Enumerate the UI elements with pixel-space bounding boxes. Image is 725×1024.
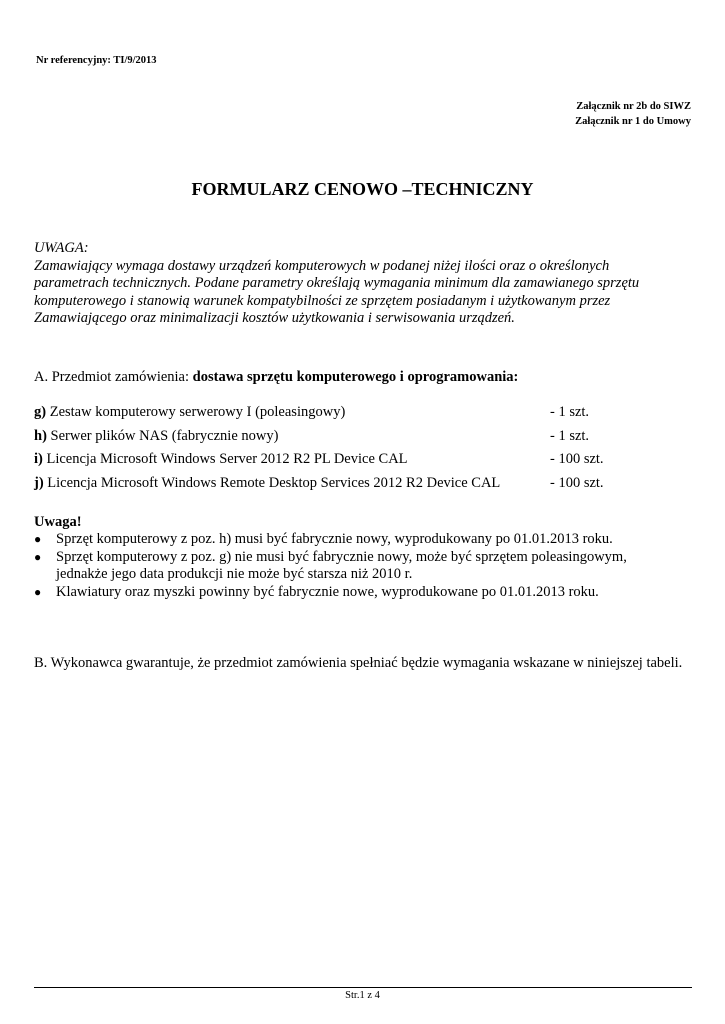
note-line: parametrach technicznych. Podane parametry określają wymagania minimum dla zamawianego sprzętu xyxy=(34,275,640,291)
page-number: Str.1 z 4 xyxy=(345,990,380,1001)
list-item xyxy=(34,425,694,449)
section-b: B. Wykonawca gwarantuje, że przedmiot zamówienia spełniać będzie wymagania wskazane w niniejszej tabeli. xyxy=(34,655,683,671)
bullet-text: Sprzęt komputerowy z poz. g) nie musi być fabrycznie nowy, może być sprzętem poleasingowym, xyxy=(56,548,627,565)
item-text: Licencja Microsoft Windows Server 2012 R2 PL Device CAL xyxy=(42,451,408,467)
bullet-text: Sprzęt komputerowy z poz. h) musi być fabrycznie nowy, wyprodukowany po 01.01.2013 roku. xyxy=(56,531,613,547)
footer-divider xyxy=(34,987,692,988)
order-items-list xyxy=(34,401,694,495)
item-quantity: - 1 szt. xyxy=(550,427,590,444)
bullet-item xyxy=(34,584,704,602)
item-text: Serwer plików NAS (fabrycznie nowy) xyxy=(46,427,279,444)
item-quantity: - 100 szt. xyxy=(550,474,604,491)
note-block xyxy=(34,240,704,328)
item-letter: j) xyxy=(34,474,44,491)
list-item xyxy=(34,472,694,496)
reference-number: Nr referencyjny: TI/9/2013 xyxy=(36,55,157,66)
bullet-item xyxy=(34,549,704,584)
note-line: komputerowego i stanowią warunek kompatybilności ze sprzętem posiadanym i użytkowanym przez xyxy=(34,292,611,309)
item-letter: g) xyxy=(34,404,47,420)
bullet-text: Klawiatury oraz myszki powinny być fabrycznie nowe, wyprodukowane po 01.01.2013 roku. xyxy=(56,583,599,600)
section-a-subject: dostawa sprzętu komputerowego i oprogramowania: xyxy=(192,369,519,385)
document-title: FORMULARZ CENOWO –TECHNICZNY xyxy=(191,179,534,199)
item-text: Zestaw komputerowy serwerowy I (poleasingowy) xyxy=(46,404,346,420)
section-a-prefix: A. Przedmiot zamówienia: xyxy=(34,369,193,385)
list-item xyxy=(34,448,694,472)
item-letter: h) xyxy=(34,427,47,444)
uwaga-heading: Uwaga! xyxy=(34,514,82,530)
item-text: Licencja Microsoft Windows Remote Desktop Services 2012 R2 Device CAL xyxy=(43,474,501,491)
section-a xyxy=(34,369,518,386)
item-quantity: - 100 szt. xyxy=(550,451,604,467)
list-item xyxy=(34,401,694,425)
bullet-dot-icon: ● xyxy=(34,549,42,564)
attachment-contract: Załącznik nr 1 do Umowy xyxy=(575,116,691,127)
bullet-dot-icon: ● xyxy=(34,584,42,599)
attachment-siwz: Załącznik nr 2b do SIWZ xyxy=(576,101,691,112)
item-quantity: - 1 szt. xyxy=(550,404,590,420)
uwaga-bullet-list xyxy=(34,531,704,601)
note-line: Zamawiający wymaga dostawy urządzeń komputerowych w podanej niżej ilości oraz o określonych xyxy=(34,257,610,274)
note-line: Zamawiającego oraz minimalizacji kosztów użytkowania i serwisowania urządzeń. xyxy=(34,310,515,326)
note-heading: UWAGA: xyxy=(34,240,89,256)
bullet-text-continued: jednakże jego data produkcji nie może być starsza niż 2010 r. xyxy=(56,566,413,582)
bullet-item xyxy=(34,531,704,549)
item-letter: i) xyxy=(34,451,43,467)
bullet-dot-icon: ● xyxy=(34,532,42,546)
